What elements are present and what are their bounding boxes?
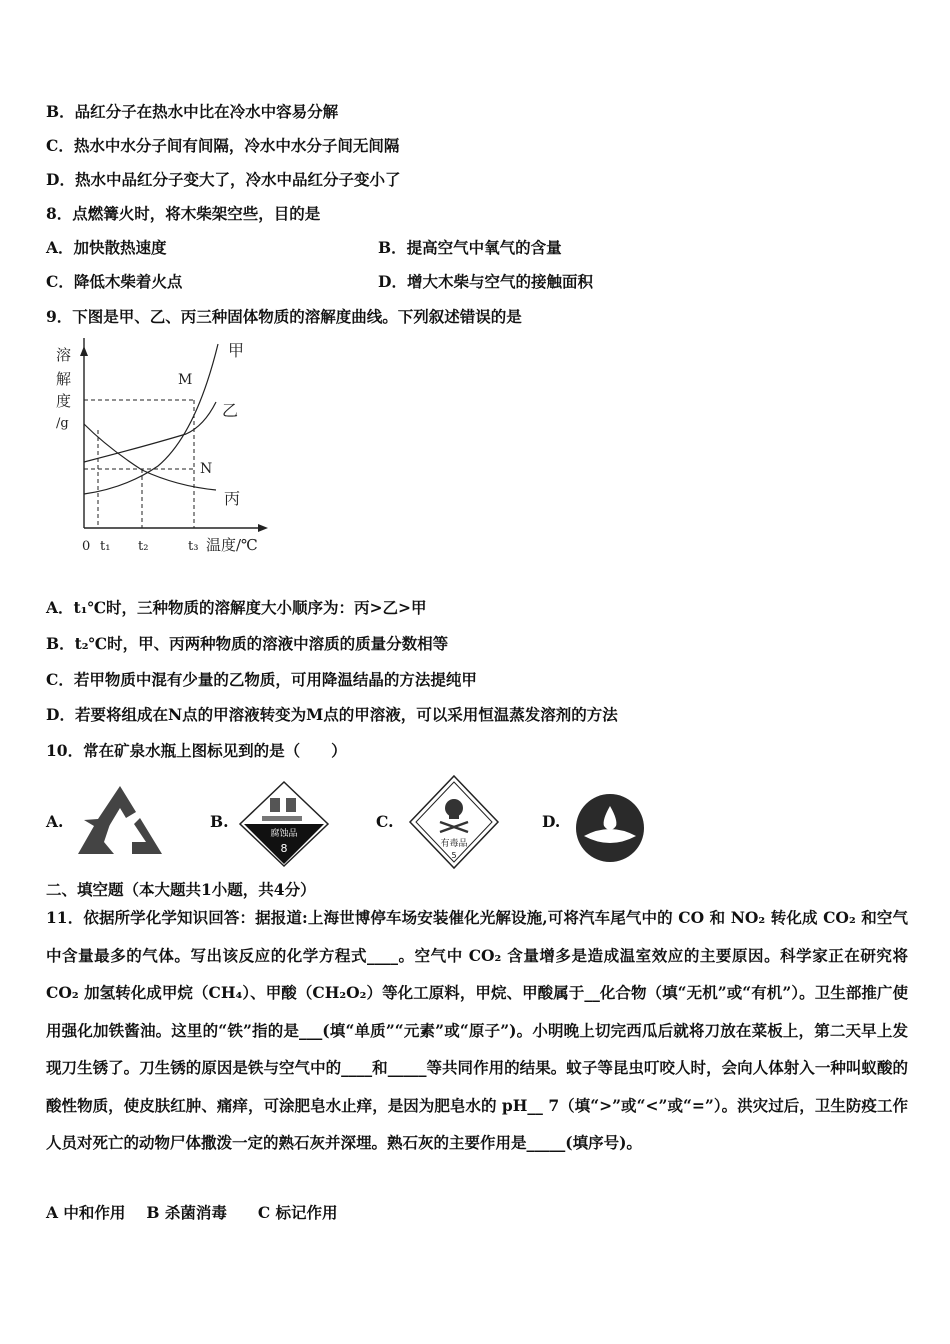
q10-stem: 10．常在矿泉水瓶上图标见到的是（ ） [46, 741, 347, 760]
y-axis-arrow [80, 346, 88, 356]
recycle-icon [74, 782, 166, 864]
label-m: M [178, 372, 193, 388]
q9-option-b: B．t₂℃时，甲、丙两种物质的溶液中溶质的质量分数相等 [46, 634, 449, 653]
water-saving-icon [574, 792, 646, 864]
q8-stem: 8．点燃篝火时，将木柴架空些，目的是 [46, 204, 321, 223]
corrosive-icon-text: 腐蚀品 [270, 829, 298, 839]
label-bing: 丙 [224, 489, 241, 508]
q9-option-c: C．若甲物质中混有少量的乙物质，可用降温结晶的方法提纯甲 [46, 670, 477, 689]
q8-option-a: A．加快散热速度 [46, 238, 167, 257]
q11-options: A 中和作用 B 杀菌消毒 C 标记作用 [46, 1203, 338, 1222]
curve-jia [84, 344, 218, 494]
toxic-icon-num: 5 [451, 851, 457, 860]
q11-body [46, 899, 908, 1162]
tick-t3: t₃ [188, 539, 199, 554]
label-n: N [200, 461, 213, 477]
q9-option-d: D．若要将组成在N点的甲溶液转变为M点的甲溶液，可以采用恒温蒸发溶剂的方法 [46, 705, 618, 724]
y-label-1: 溶 [56, 346, 72, 364]
q10-option-a-label: A. [46, 812, 64, 831]
corrosive-icon-num: 8 [280, 842, 288, 855]
corrosive-icon [238, 780, 330, 868]
x-axis-arrow [258, 524, 268, 532]
q10-option-d-label: D. [542, 812, 561, 831]
tick-t1: t₁ [100, 539, 111, 554]
q7-option-b: B．品红分子在热水中比在冷水中容易分解 [46, 102, 339, 121]
q7-option-c: C．热水中水分子间有间隔，冷水中水分子间无间隔 [46, 136, 400, 155]
q11-text: 11．依据所学化学知识回答：据报道:上海世博停车场安装催化光解设施,可将汽车尾气中的 CO 和 NO₂ 转化成 CO₂ 和空气中含量最多的气体。写出该反应的化学方程式____。空气中 CO₂ 含量增多是造成温室效应的主要原因。科学家正在研究将 CO₂ 加氢转化成甲烷（CH₄）、甲酸（CH₂O₂）等化工原料，甲烷、甲酸属于__化合物（填“无机”或“有机”）。卫生部推广使用强化加铁酱油。这里的“铁”指的是___(填“单质”“元素”或“原子”)。小明晚上切完西瓜后就将刀放在菜板上，第二天早上发现刀生锈了。刀生锈的原因是铁与空气中的____和_____等共同作用的结果。蚊子等昆虫叮咬人时，会向人体射入一种叫蚁酸的酸性物质，使皮肤红肿、痛痒，可涂肥皂水止痒，是因为肥皂水的 pH__ 7（填“>”或“<”或“=”）。洪灾过后，卫生防疫工作人员对死亡的动物尸体撒泼一定的熟石灰并深埋。熟石灰的主要作用是_____(填序号)。 [46, 908, 908, 1152]
label-yi: 乙 [222, 401, 239, 420]
q8-option-b: B．提高空气中氧气的含量 [378, 238, 562, 257]
q9-stem: 9．下图是甲、乙、丙三种固体物质的溶解度曲线。下列叙述错误的是 [46, 307, 522, 326]
label-jia: 甲 [228, 341, 245, 360]
y-label-2: 解 [56, 370, 72, 388]
q10-option-c-label: C. [376, 812, 394, 831]
x-label: 温度/℃ [206, 536, 258, 554]
y-label-4: /g [56, 416, 69, 431]
toxic-icon [408, 774, 500, 870]
tick-0: 0 [82, 539, 91, 554]
tick-t2: t₂ [138, 539, 149, 554]
y-label-3: 度 [56, 392, 72, 410]
q8-option-c: C．降低木柴着火点 [46, 272, 183, 291]
q10-option-b-label: B. [210, 812, 229, 831]
section-2-heading: 二、填空题（本大题共1小题，共4分） [46, 880, 316, 899]
q9-option-a: A．t₁℃时，三种物质的溶解度大小顺序为：丙>乙>甲 [46, 598, 427, 617]
solubility-graph [46, 338, 276, 558]
q7-option-d: D．热水中品红分子变大了，冷水中品红分子变小了 [46, 170, 401, 189]
toxic-icon-text: 有毒品 [440, 839, 468, 849]
q8-option-d: D．增大木柴与空气的接触面积 [378, 272, 593, 291]
